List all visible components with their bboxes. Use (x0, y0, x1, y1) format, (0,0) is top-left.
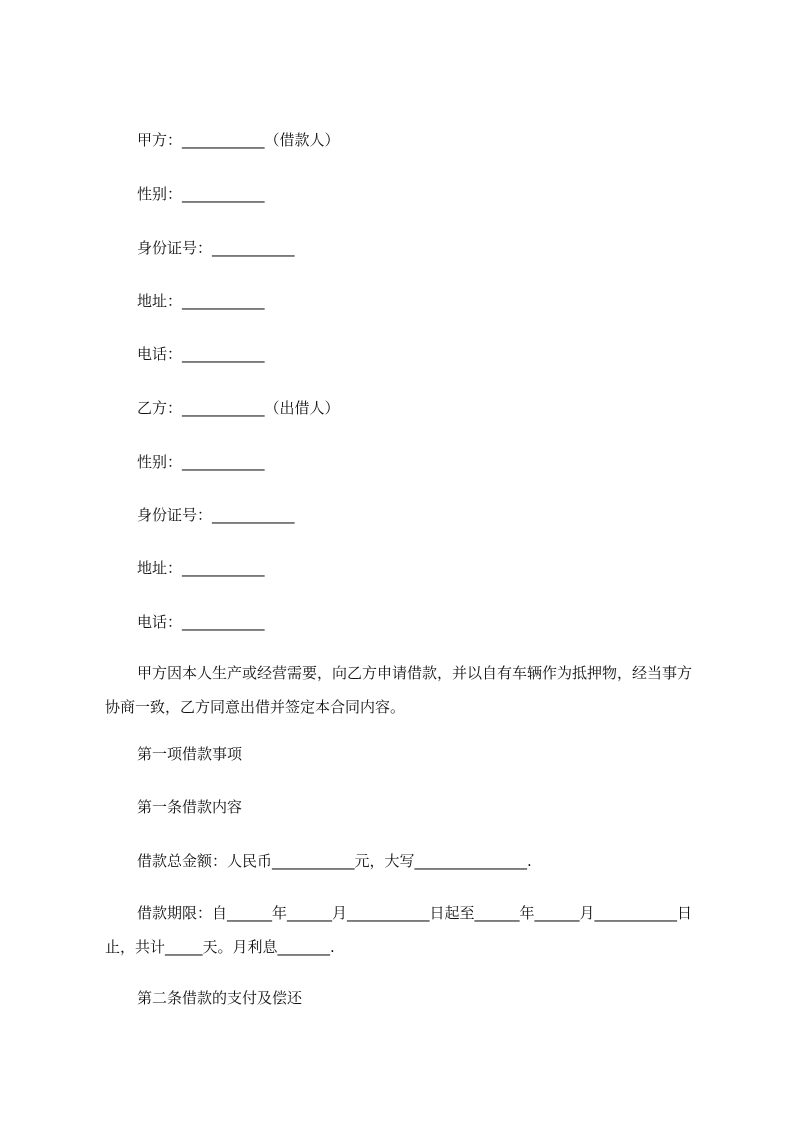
party-a-address: 地址：___________ (137, 292, 265, 310)
party-a-gender: 性别：___________ (137, 185, 265, 203)
party-b-phone: 电话：___________ (137, 613, 265, 631)
party-b-gender: 性别：___________ (137, 453, 265, 471)
party-a-phone: 电话：___________ (137, 345, 265, 363)
party-a-title: 甲方：___________（借款人） (137, 131, 340, 149)
article-2-heading: 第二条借款的支付及偿还 (137, 989, 303, 1007)
party-b-id-number: 身份证号：___________ (137, 506, 295, 524)
article-1-heading: 第一条借款内容 (137, 798, 243, 816)
party-b-title: 乙方：___________（出借人） (137, 399, 340, 417)
loan-term-paragraph: 借款期限：自______年______月___________日起至______年______月___________日止，共计_____天。月利息_______. (105, 904, 693, 956)
section-1-heading: 第一项借款事项 (137, 745, 243, 763)
loan-amount-line: 借款总金额：人民币___________元，大写_______________. (137, 852, 532, 870)
intro-paragraph: 甲方因本人生产或经营需要，向乙方申请借款，并以自有车辆作为抵押物，经当事方协商一致，乙方同意出借并签定本合同内容。 (105, 664, 693, 716)
party-b-address: 地址：___________ (137, 559, 265, 577)
party-a-id-number: 身份证号：___________ (137, 239, 295, 257)
